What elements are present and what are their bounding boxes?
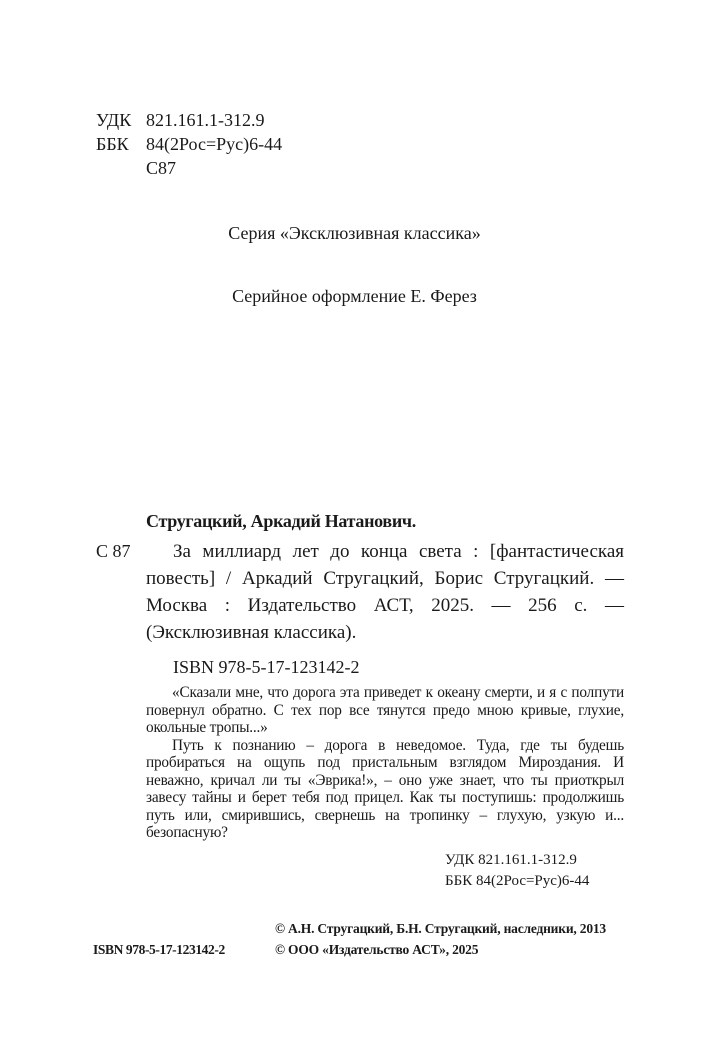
annotation-quote: «Сказали мне, что дорога эта приведет к океану смерти, и я с полпути повернул обратно. С тех пор все тянутся предо мною кривые, глухие, окольные тропы...» bbox=[146, 684, 624, 736]
bbk-bottom: ББК 84(2Рос=Рус)6-44 bbox=[445, 872, 590, 889]
catalog-isbn: ISBN 978-5-17-123142-2 bbox=[173, 657, 360, 677]
copyright-authors: © А.Н. Стругацкий, Б.Н. Стругацкий, наследники, 2013 bbox=[275, 921, 606, 936]
catalog-author: Стругацкий, Аркадий Натанович. bbox=[146, 511, 416, 531]
annotation-text: Путь к познанию – дорога в неведомое. Туда, где ты будешь пробираться на ощупь под пристальным взглядом Мироздания. И неважно, кричал ли ты «Эврика!», – оно уже знает, что ты приоткрыл завесу тайны и берет тебя под прицел. Как ты поступишь: продолжишь путь или, смирившись, свернешь на тропинку – глухую, узкую и... безопасную? bbox=[146, 736, 624, 841]
series-title: Серия «Эксклюзивная классика» bbox=[228, 223, 481, 243]
catalog-code: С 87 bbox=[96, 541, 131, 561]
isbn-bottom: ISBN 978-5-17-123142-2 bbox=[93, 942, 225, 957]
classification-block-top bbox=[96, 108, 282, 180]
classification-block-bottom bbox=[146, 850, 624, 892]
catalog-entry bbox=[96, 538, 624, 646]
copyright-publisher: © ООО «Издательство АСТ», 2025 bbox=[275, 942, 479, 957]
author-mark: С87 bbox=[146, 158, 177, 178]
bbk-label: ББК bbox=[96, 134, 129, 154]
catalog-description: За миллиард лет до конца света : [фантастическая повесть] / Аркадий Стругацкий, Борис Стругацкий. — Москва : Издательство АСТ, 2025. — 256 с. — (Эксклюзивная классика). bbox=[146, 541, 624, 643]
udk-value: 821.161.1-312.9 bbox=[146, 110, 265, 130]
bbk-value: 84(2Рос=Рус)6-44 bbox=[146, 134, 283, 154]
catalog-flow bbox=[96, 510, 624, 892]
udk-label: УДК bbox=[96, 110, 132, 130]
annotation bbox=[146, 684, 624, 842]
design-credit: Серийное оформление Е. Ферез bbox=[232, 286, 477, 306]
copyright-block bbox=[275, 918, 606, 960]
udk-bottom: УДК 821.161.1-312.9 bbox=[445, 851, 577, 868]
